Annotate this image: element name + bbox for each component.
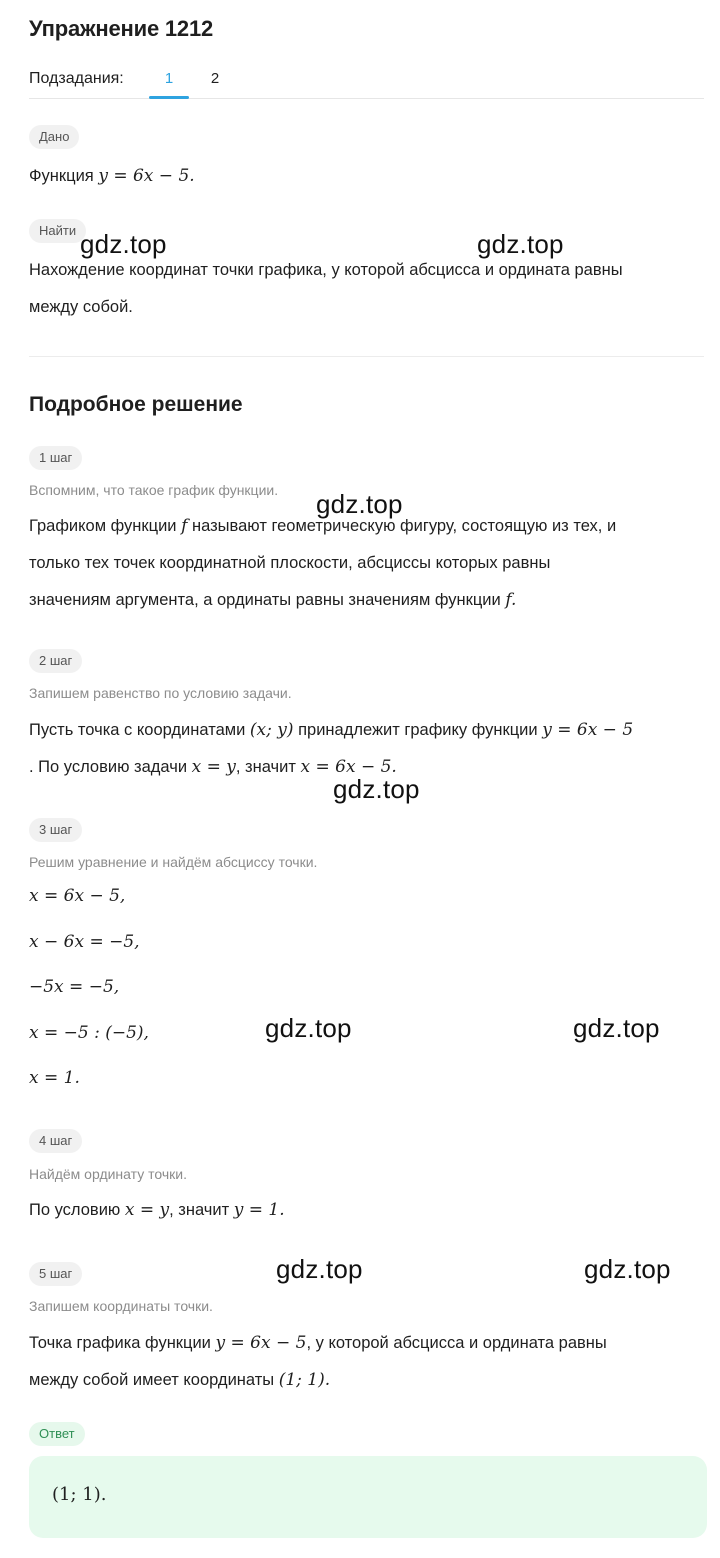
- active-tab-indicator: [149, 96, 189, 99]
- watermark: gdz.top: [276, 1254, 363, 1284]
- given-formula: y = 6x − 5.: [98, 166, 195, 186]
- subtask-tab-2[interactable]: 2: [210, 70, 220, 87]
- step-2-chip: 2 шаг: [29, 649, 82, 673]
- step-2-text-c: . По условию задачи: [29, 758, 188, 776]
- given-text: [29, 158, 709, 194]
- page-title: Упражнение 1212: [29, 16, 214, 41]
- step-4-math-condition: x = y: [124, 1200, 170, 1220]
- step-5-line-2: [29, 1362, 709, 1398]
- step-5-text-a: Точка графика функции: [29, 1334, 211, 1352]
- step-2-math-point: (x; y): [249, 720, 294, 740]
- step-3-eq-5: x = 1.: [29, 1068, 80, 1088]
- watermark: gdz.top: [333, 774, 420, 804]
- step-3-eq-2: x − 6x = −5,: [29, 932, 140, 952]
- answer-box: [29, 1456, 707, 1538]
- step-4-math-result: y = 1.: [233, 1200, 285, 1220]
- step-5-math-coords: (1; 1).: [278, 1370, 331, 1390]
- answer-chip: Ответ: [29, 1422, 85, 1446]
- step-1-hint: Вспомним, что такое график функции.: [29, 482, 279, 498]
- step-2-math-function: y = 6x − 5: [542, 720, 634, 740]
- given-chip: Дано: [29, 125, 79, 149]
- step-5-math-function: y = 6x − 5: [215, 1333, 307, 1353]
- step-5-text-b: , у которой абсцисса и ордината равны: [306, 1334, 607, 1352]
- solution-title: Подробное решение: [29, 393, 243, 416]
- step-2-math-condition: x = y: [191, 757, 236, 777]
- subtask-tab-1[interactable]: 1: [164, 70, 174, 87]
- watermark: gdz.top: [80, 229, 167, 259]
- find-chip: Найти: [29, 219, 86, 243]
- step-1-math-f: f: [181, 516, 188, 536]
- watermark: gdz.top: [477, 229, 564, 259]
- step-1-line-3: [29, 582, 709, 618]
- watermark: gdz.top: [573, 1013, 660, 1043]
- watermark: gdz.top: [584, 1254, 671, 1284]
- step-2-text-d: , значит: [235, 758, 296, 776]
- watermark: gdz.top: [265, 1013, 352, 1043]
- step-4-hint: Найдём ординату точки.: [29, 1166, 187, 1182]
- step-1-text-c: значениям аргумента, а ординаты равны значениям функции: [29, 591, 501, 609]
- step-2-math-equation: x = 6x − 5.: [300, 757, 397, 777]
- step-2-line-1: [29, 712, 709, 748]
- step-5-text-c: между собой имеет координаты: [29, 1371, 275, 1389]
- step-4-text-a: По условию: [29, 1201, 121, 1219]
- find-line-1: Нахождение координат точки графика, у которой абсцисса и ордината равны: [29, 261, 623, 279]
- step-3-eq-4: x = −5 : (−5),: [29, 1023, 149, 1043]
- step-5-line-1: [29, 1325, 709, 1361]
- step-1-line-2: только тех точек координатной плоскости, абсциссы которых равны: [29, 554, 551, 572]
- answer-value: (1; 1).: [52, 1484, 107, 1505]
- step-4-line-1: [29, 1192, 709, 1228]
- step-1-chip: 1 шаг: [29, 446, 82, 470]
- step-1-math-f2: f.: [505, 590, 517, 610]
- step-3-hint: Решим уравнение и найдём абсциссу точки.: [29, 854, 318, 870]
- step-2-hint: Запишем равенство по условию задачи.: [29, 685, 292, 701]
- find-line-2: между собой.: [29, 298, 133, 316]
- step-4-chip: 4 шаг: [29, 1129, 82, 1153]
- watermark: gdz.top: [316, 489, 403, 519]
- step-1-text-a: Графиком функции: [29, 517, 177, 535]
- step-1-text-b: называют геометрическую фигуру, состоящую из тех, и: [192, 517, 617, 535]
- step-3-eq-1: x = 6x − 5,: [29, 886, 126, 906]
- step-2-text-a: Пусть точка с координатами: [29, 721, 246, 739]
- subtasks-label: Подзадания:: [29, 70, 124, 87]
- step-3-chip: 3 шаг: [29, 818, 82, 842]
- section-divider: [29, 356, 704, 357]
- step-4-text-b: , значит: [169, 1201, 230, 1219]
- step-2-text-b: принадлежит графику функции: [298, 721, 538, 739]
- step-5-chip: 5 шаг: [29, 1262, 82, 1286]
- given-prefix: Функция: [29, 167, 94, 185]
- tabs-divider: [29, 98, 704, 99]
- step-3-eq-3: −5x = −5,: [29, 977, 120, 997]
- step-5-hint: Запишем координаты точки.: [29, 1298, 213, 1314]
